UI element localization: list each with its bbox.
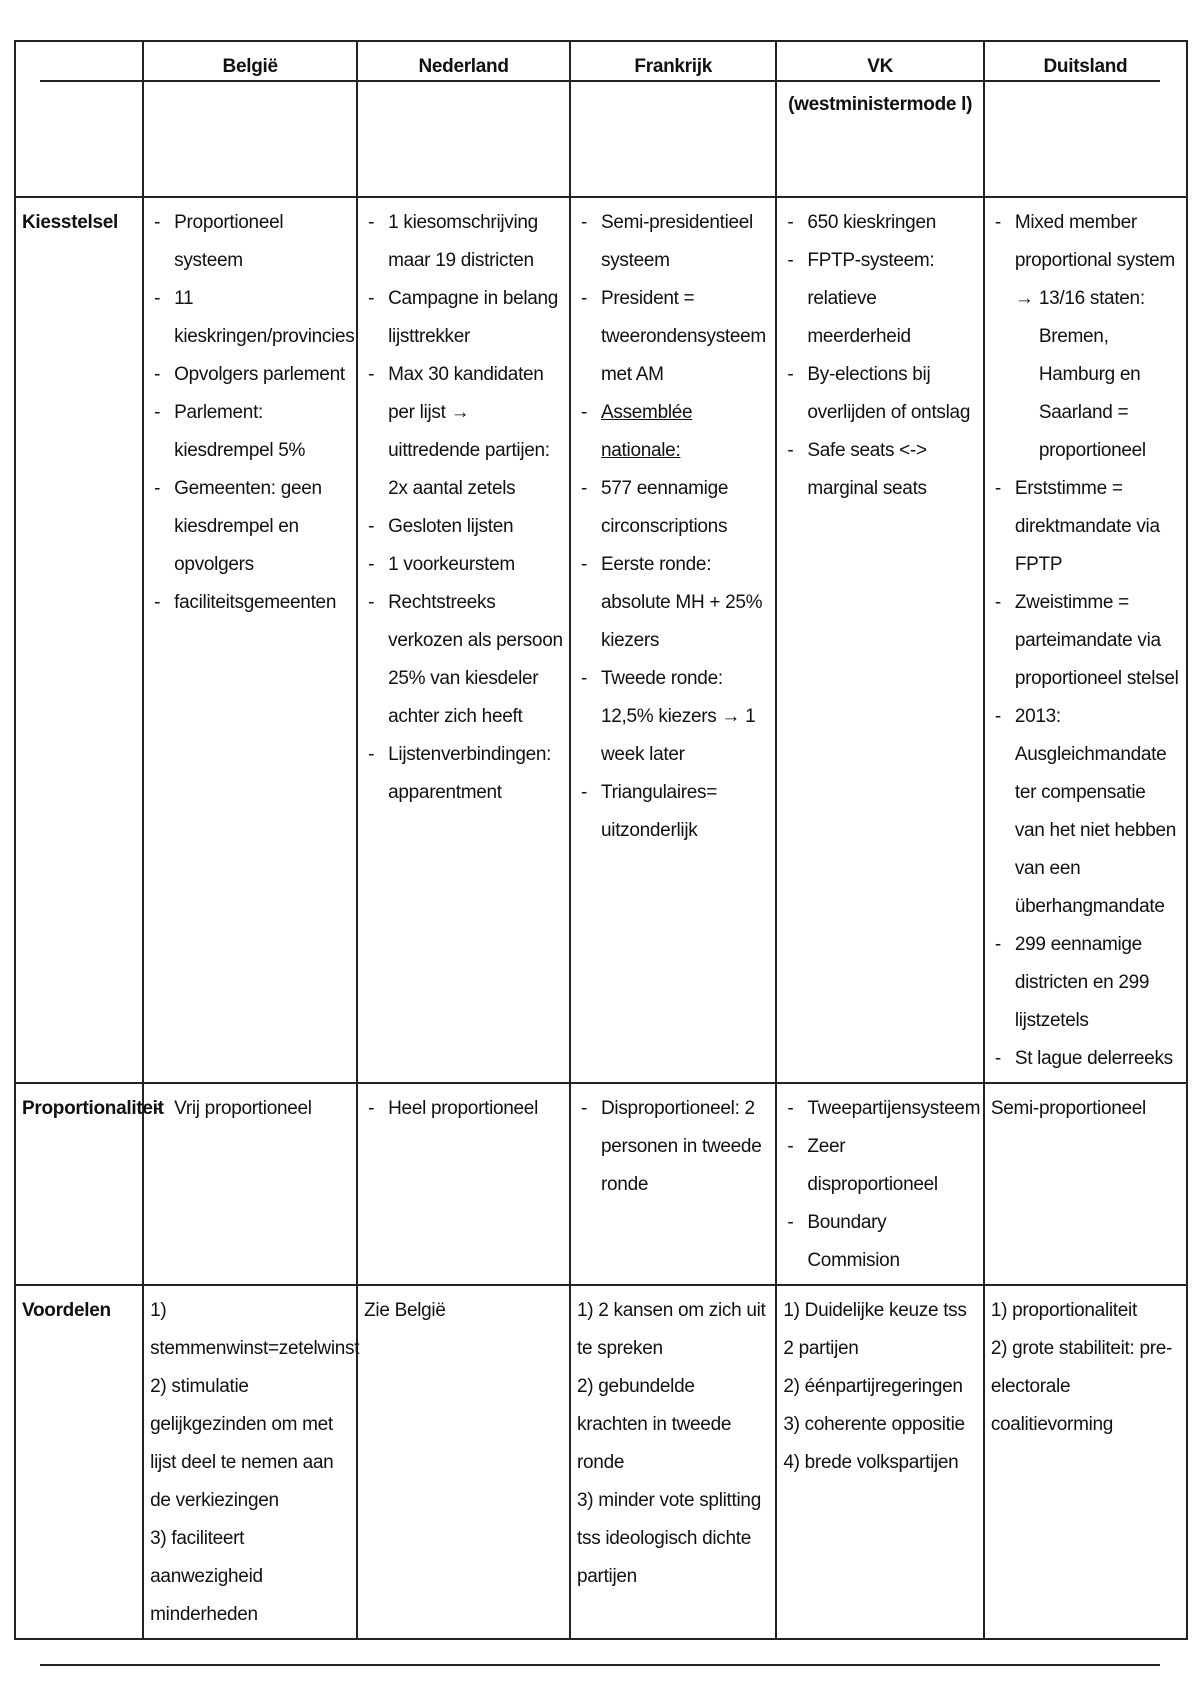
list-item: - 2013: Ausgleichmandate ter compensatie van het niet hebben van een überhangmandate [991, 698, 1180, 926]
list-item: - Proportioneel systeem [150, 204, 350, 280]
corner-cell [15, 41, 143, 197]
list-item: - Zeer disproportioneel [783, 1128, 976, 1204]
list-item: - Disproportioneel: 2 personen in tweede ronde [577, 1090, 769, 1204]
list-item: - Boundary Commision [783, 1204, 976, 1280]
cell-kiesstelsel-duitsland [984, 197, 1187, 1083]
list-item: 1) proportionaliteit [990, 1300, 1137, 1321]
list-item: - FPTP-systeem: relatieve meerderheid [783, 242, 976, 356]
list-item: - Tweepartijensysteem [783, 1090, 976, 1128]
list-item: 2) éénpartijregeringen [783, 1376, 963, 1397]
list-item: - Gemeenten: geen kiesdrempel en opvolgers [150, 470, 350, 584]
column-header-vk: VK (westministermode l) [776, 41, 983, 197]
list-item: - Safe seats <-> marginal seats [783, 432, 976, 508]
list-item: - President = tweerondensysteem met AM [577, 280, 769, 394]
list-item: - Max 30 kandidaten per lijst → uittredende partijen: 2x aantal zetels [364, 356, 563, 508]
list-item: - Opvolgers parlement [150, 356, 350, 394]
bottom-rule [40, 1664, 1160, 1666]
list-item: - 650 kieskringen [783, 204, 976, 242]
list-item: 2) gebundelde krachten in tweede ronde [577, 1376, 732, 1473]
cell-proportionaliteit-nederland [357, 1083, 570, 1285]
row-voordelen [15, 1285, 1187, 1639]
list-item: - Zweistimme = parteimandate via proportioneel stelsel [991, 584, 1180, 698]
column-header-duitsland: Duitsland [984, 41, 1187, 197]
cell-kiesstelsel-belgie [143, 197, 357, 1083]
list-item: 1) stemmenwinst=zetelwinst [150, 1300, 360, 1359]
list-item: - St lague delerreeks [991, 1040, 1180, 1078]
list-item: 3) coherente oppositie [783, 1414, 965, 1435]
list-item: - 1 kiesomschrijving maar 19 districten [364, 204, 563, 280]
list-item: - faciliteitsgemeenten [150, 584, 350, 622]
list-item: - Vrij proportioneel [150, 1090, 350, 1128]
column-header-frankrijk: Frankrijk [570, 41, 776, 197]
list-item: - Tweede ronde: 12,5% kiezers → 1 week later [577, 660, 769, 774]
list-item: - 11 kieskringen/provincies [150, 280, 350, 356]
list-item: - Semi-presidentieel systeem [577, 204, 769, 280]
list-item: - Rechtstreeks verkozen als persoon 25% van kiesdeler achter zich heeft [364, 584, 563, 736]
list-item: - 1 voorkeurstem [364, 546, 563, 584]
row-label-proportionaliteit: Proportionaliteit [15, 1083, 143, 1285]
row-label-kiesstelsel: Kiesstelsel [15, 197, 143, 1083]
row-kiesstelsel [15, 197, 1187, 1083]
list-item: - Mixed member proportional system [991, 204, 1180, 280]
row-proportionaliteit [15, 1083, 1187, 1285]
list-item: - 577 eennamige circonscriptions [577, 470, 769, 546]
column-header-nederland: Nederland [357, 41, 570, 197]
list-item: - 299 eennamige districten en 299 lijstzetels [991, 926, 1180, 1040]
list-item: 4) brede volkspartijen [783, 1452, 959, 1473]
list-item: - Eerste ronde: absolute MH + 25% kiezers [577, 546, 769, 660]
cell-proportionaliteit-vk [776, 1083, 983, 1285]
list-item: - Lijstenverbindingen: apparentment [364, 736, 563, 812]
list-item: 1) 2 kansen om zich uit te spreken [577, 1300, 766, 1359]
cell-voordelen-duitsland [984, 1285, 1187, 1639]
list-item: - Erststimme = direktmandate via FPTP [991, 470, 1180, 584]
list-item: 3) minder vote splitting tss ideologisch dichte partijen [577, 1490, 761, 1587]
cell-voordelen-frankrijk [570, 1285, 776, 1639]
list-item: - Triangulaires= uitzonderlijk [577, 774, 769, 850]
cell-proportionaliteit-belgie [143, 1083, 357, 1285]
column-header-belgie: België [143, 41, 357, 197]
list-item: → 13/16 staten: Bremen, Hamburg en Saarland = proportioneel [991, 280, 1180, 470]
header-strike-line [40, 80, 1160, 82]
comparison-table [14, 40, 1188, 1640]
cell-kiesstelsel-frankrijk [570, 197, 776, 1083]
row-label-voordelen: Voordelen [15, 1285, 143, 1639]
cell-proportionaliteit-frankrijk [570, 1083, 776, 1285]
list-item: - By-elections bij overlijden of ontslag [783, 356, 976, 432]
list-item: - Gesloten lijsten [364, 508, 563, 546]
list-item: - Parlement: kiesdrempel 5% [150, 394, 350, 470]
list-item: 2) grote stabiliteit: pre-electorale coalitievorming [990, 1338, 1173, 1435]
list-item: - Assemblée nationale: [577, 394, 769, 470]
cell-kiesstelsel-vk [776, 197, 983, 1083]
header-row [15, 41, 1187, 197]
cell-proportionaliteit-duitsland: Semi-proportioneel [984, 1083, 1187, 1285]
cell-voordelen-vk [776, 1285, 983, 1639]
list-item: - Heel proportioneel [364, 1090, 563, 1128]
list-item: - Campagne in belang lijsttrekker [364, 280, 563, 356]
list-item: 2) stimulatie gelijkgezinden om met lijst deel te nemen aan de verkiezingen [150, 1376, 334, 1511]
cell-voordelen-nederland: Zie België [357, 1285, 570, 1639]
cell-voordelen-belgie [143, 1285, 360, 1639]
cell-kiesstelsel-nederland [357, 197, 570, 1083]
list-item: 3) faciliteert aanwezigheid minderheden [150, 1528, 263, 1625]
list-item: 1) Duidelijke keuze tss 2 partijen [783, 1300, 967, 1359]
